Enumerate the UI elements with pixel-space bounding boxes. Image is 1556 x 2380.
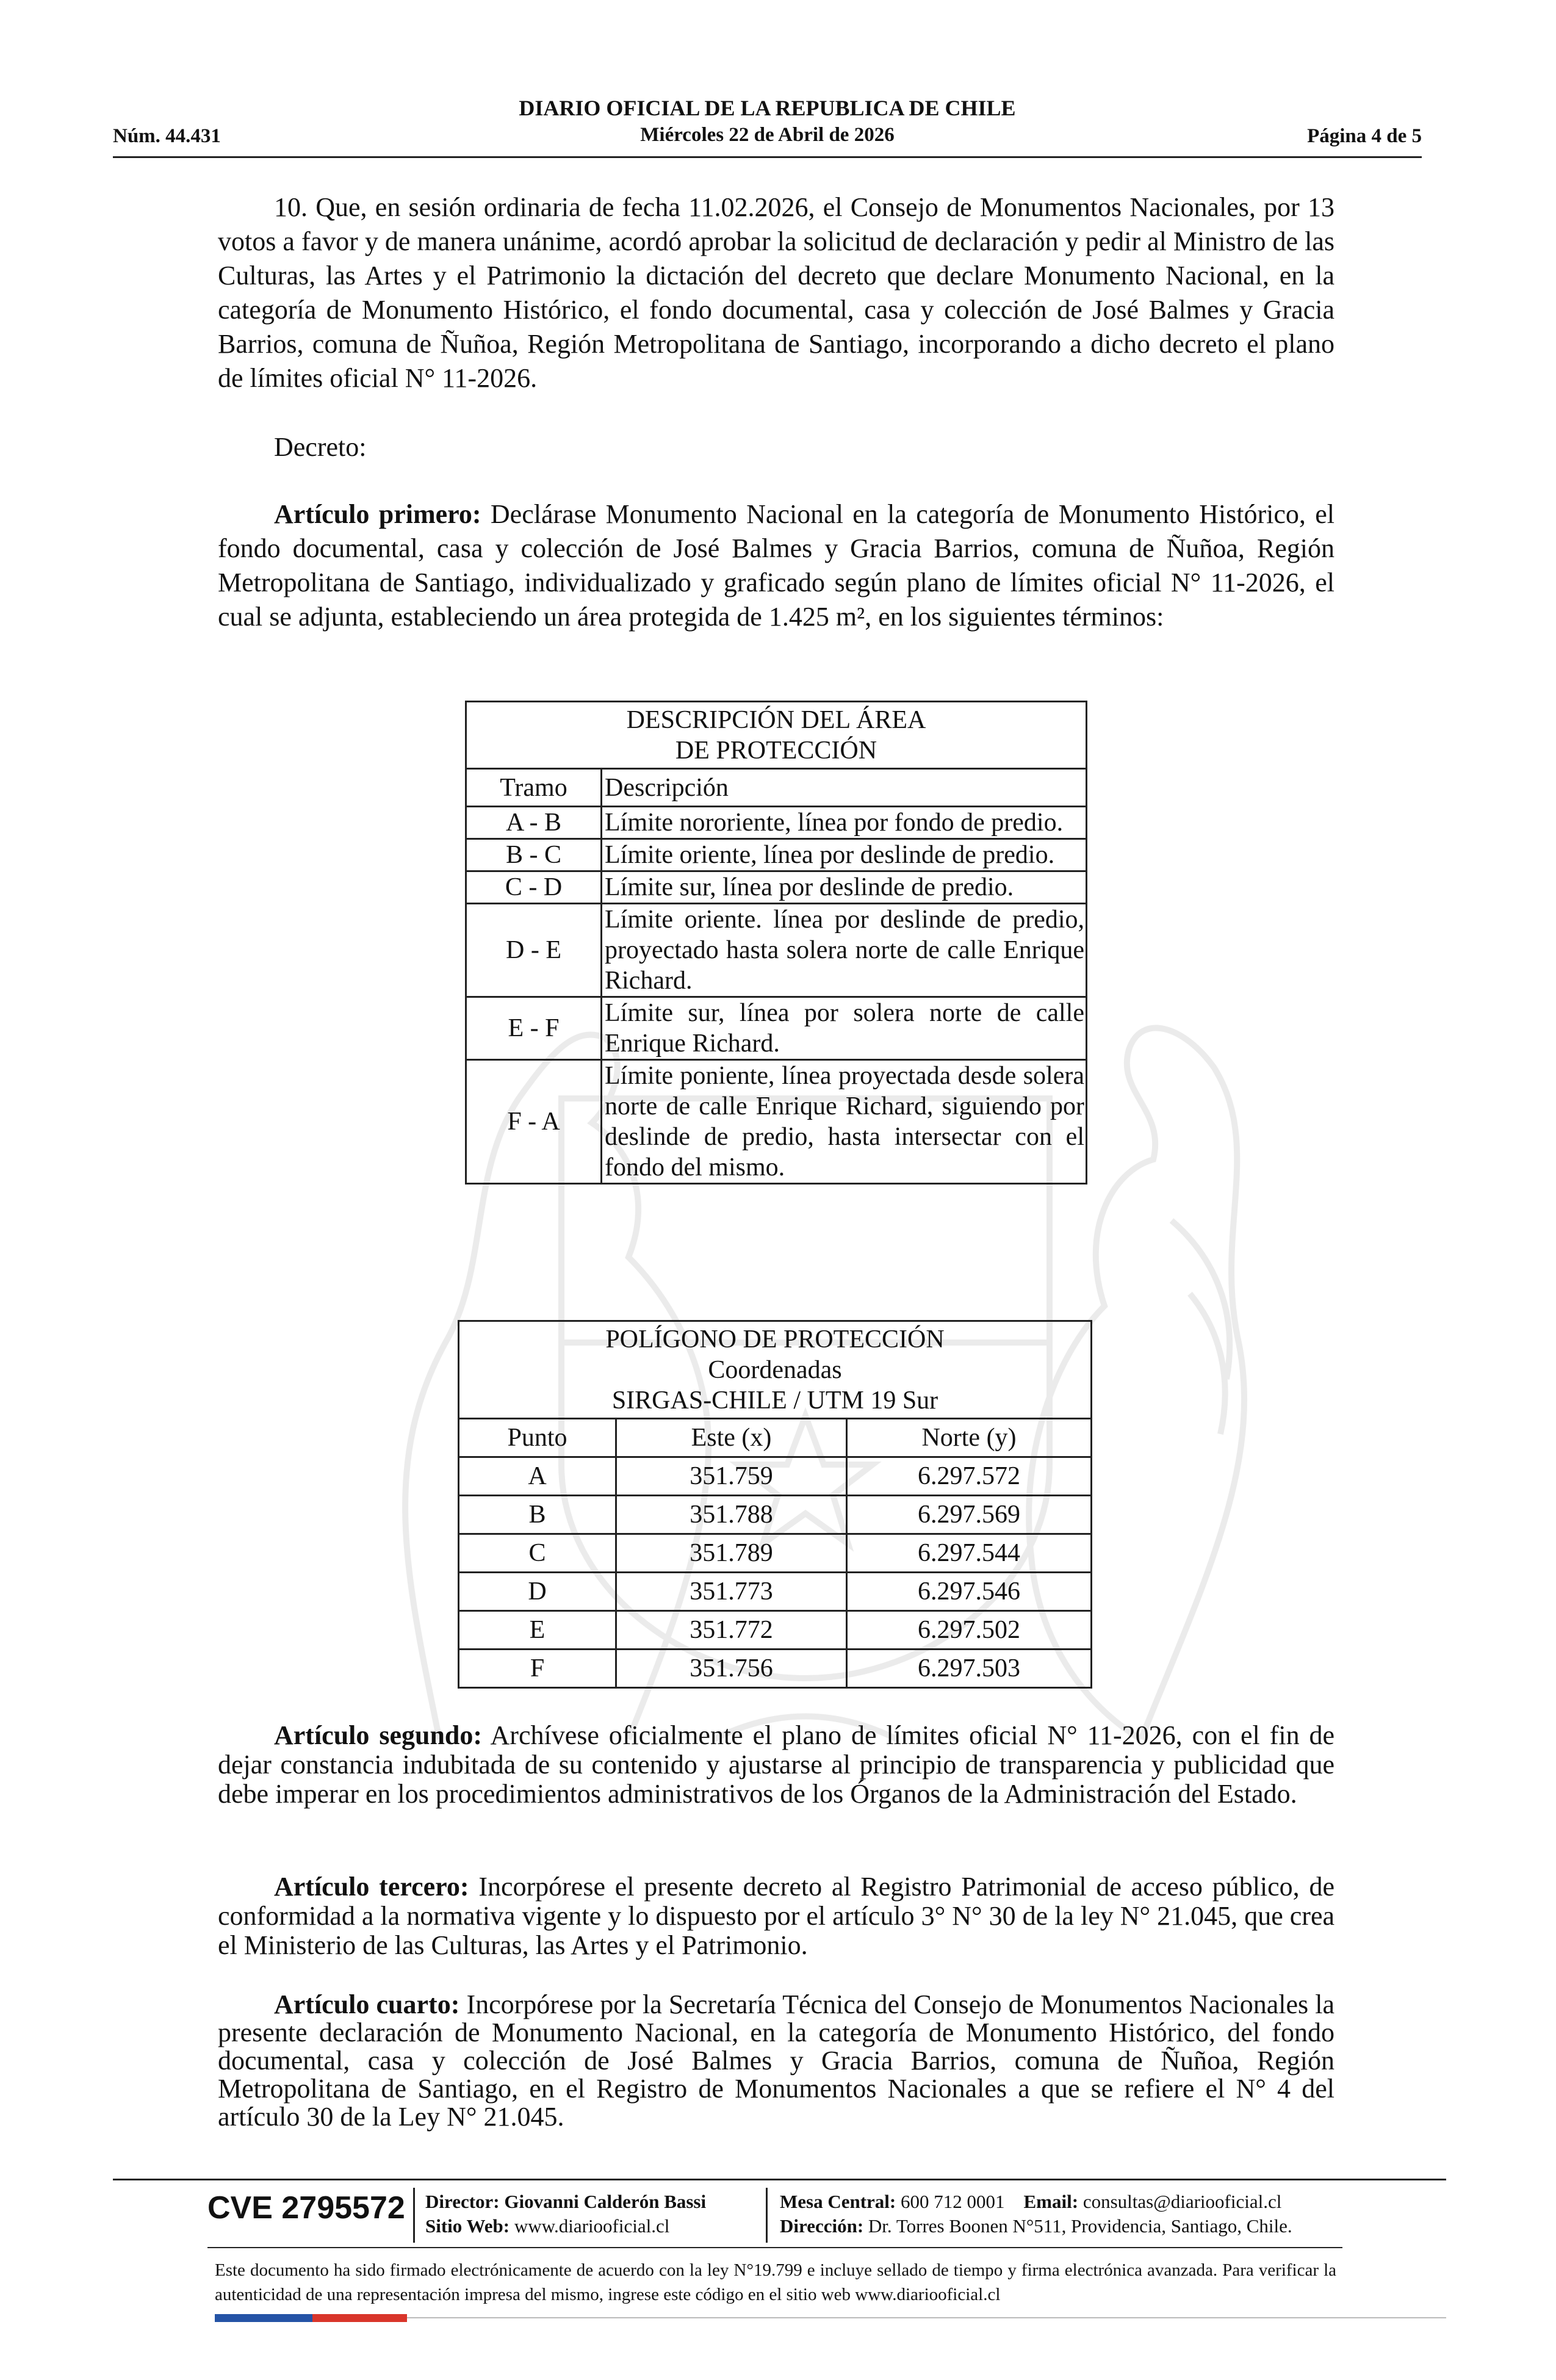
page-number: Página 4 de 5 (1307, 125, 1422, 147)
footer-column-divider (413, 2188, 415, 2243)
article-first-text: Declárase Monumento Nacional en la categoría de Monumento Histórico, el fondo documental, casa y colección de José Balmes y Gracia Barrios, comuna de Ñuñoa, Región Metropolitana de Santiago, individualizado y graficado según plano de límites oficial N° 11-2026, el cual se adjunta, estableciendo un área protegida de 1.425 m², en los siguientes términos: (218, 499, 1334, 632)
este-cell: 351.772 (616, 1611, 847, 1650)
footer-contact-block (780, 2190, 1292, 2238)
footer-inner-divider (207, 2247, 1342, 2248)
tramo-cell: A - B (466, 807, 602, 839)
protection-area-table (465, 701, 1087, 1185)
article-fourth-text: Incorpórese por la Secretaría Técnica del Consejo de Monumentos Nacionales la presente declaración de Monumento Nacional, en la categoría de Monumento Histórico, del fondo documental, casa y colección de José Balmes y Gracia Barrios, comuna de Ñuñoa, Región Metropolitana de Santiago, en el Registro de Monumentos Nacionales a que se refiere el N° 4 del artículo 30 de la Ley N° 21.045. (218, 1989, 1334, 2132)
decreto-label: Decreto: (274, 432, 367, 462)
table-row (459, 1611, 1092, 1650)
flag-bar-blue (215, 2314, 312, 2322)
email-link[interactable]: consultas@diariooficial.cl (1078, 2191, 1282, 2212)
director-name: Giovanni Calderón Bassi (499, 2191, 707, 2212)
table-title-line-1: POLÍGONO DE PROTECCIÓN (605, 1325, 945, 1354)
table-row (466, 839, 1087, 871)
table-row (466, 904, 1087, 997)
description-cell: Límite poniente, línea proyectada desde solera norte de calle Enrique Richard, siguiendo por deslinde de predio, hasta intersectar con el fondo del mismo. (602, 1060, 1087, 1184)
este-cell: 351.756 (616, 1650, 847, 1688)
este-cell: 351.759 (616, 1457, 847, 1496)
newspaper-title: DIARIO OFICIAL DE LA REPUBLICA DE CHILE (519, 96, 1016, 120)
footer-director-block (425, 2190, 706, 2238)
table-row (466, 1060, 1087, 1184)
article-third (218, 1872, 1334, 1960)
tramo-cell: B - C (466, 839, 602, 871)
punto-cell: A (459, 1457, 616, 1496)
norte-cell: 6.297.572 (847, 1457, 1092, 1496)
footer-divider (113, 2179, 1446, 2180)
table-row (466, 807, 1087, 839)
table-title (466, 702, 1087, 769)
table-title-line-2: Coordenadas (708, 1355, 842, 1384)
table-row (466, 871, 1087, 904)
page-header (113, 95, 1422, 159)
punto-cell: D (459, 1573, 616, 1611)
director-label: Director: (425, 2191, 500, 2212)
site-link[interactable]: www.diariooficial.cl (510, 2215, 670, 2237)
table-row (459, 1457, 1092, 1496)
punto-cell: F (459, 1650, 616, 1688)
tramo-cell: F - A (466, 1060, 602, 1184)
column-header-punto: Punto (459, 1419, 616, 1457)
table-title-line-3: SIRGAS-CHILE / UTM 19 Sur (611, 1386, 938, 1415)
table-header-row (459, 1419, 1092, 1457)
punto-cell: C (459, 1534, 616, 1573)
email-label: Email: (1023, 2191, 1079, 2212)
description-cell: Límite nororiente, línea por fondo de predio. (602, 807, 1087, 839)
issue-date: Miércoles 22 de Abril de 2026 (640, 124, 895, 146)
norte-cell: 6.297.502 (847, 1611, 1092, 1650)
table-title-row (459, 1321, 1092, 1419)
description-cell: Límite sur, línea por solera norte de calle Enrique Richard. (602, 997, 1087, 1060)
norte-cell: 6.297.544 (847, 1534, 1092, 1573)
protection-polygon-table (458, 1320, 1092, 1689)
article-first (218, 497, 1334, 634)
article-second (218, 1721, 1334, 1809)
article-fourth (218, 1991, 1334, 2131)
description-cell: Límite oriente. línea por deslinde de predio, proyectado hasta solera norte de calle Enrique Richard. (602, 904, 1087, 997)
flag-bar-red (312, 2314, 407, 2322)
table-row (459, 1496, 1092, 1534)
article-fourth-heading: Artículo cuarto: (274, 1989, 460, 2019)
norte-cell: 6.297.503 (847, 1650, 1092, 1688)
table-title (459, 1321, 1092, 1419)
column-header-descripcion: Descripción (602, 769, 1087, 807)
header-divider (113, 156, 1422, 158)
column-header-tramo: Tramo (466, 769, 602, 807)
article-first-heading: Artículo primero: (274, 499, 481, 529)
site-label: Sitio Web: (425, 2215, 510, 2237)
norte-cell: 6.297.569 (847, 1496, 1092, 1534)
table-header-row (466, 769, 1087, 807)
tramo-cell: E - F (466, 997, 602, 1060)
norte-cell: 6.297.546 (847, 1573, 1092, 1611)
table-title-line-2: DE PROTECCIÓN (675, 736, 877, 765)
article-third-text: Incorpórese el presente decreto al Registro Patrimonial de acceso público, de conformidad a la normativa vigente y lo dispuesto por el artículo 3° N° 30 de la ley N° 21.045, que crea el Ministerio de las Culturas, las Artes y el Patrimonio. (218, 1872, 1334, 1960)
este-cell: 351.773 (616, 1573, 847, 1611)
table-row (459, 1650, 1092, 1688)
address-value: Dr. Torres Boonen N°511, Providencia, Santiago, Chile. (863, 2215, 1292, 2237)
article-third-heading: Artículo tercero: (274, 1872, 469, 1902)
description-cell: Límite oriente, línea por deslinde de predio. (602, 839, 1087, 871)
table-title-row (466, 702, 1087, 769)
address-label: Dirección: (780, 2215, 864, 2237)
footer-column-divider (766, 2188, 768, 2243)
mesa-central-phone: 600 712 0001 (896, 2191, 1005, 2212)
consideration-10: 10. Que, en sesión ordinaria de fecha 11.02.2026, el Consejo de Monumentos Nacionales, por 13 votos a favor y de manera unánime, acordó aprobar la solicitud de declaración y pedir al Ministro de las Culturas, las Artes y el Patrimonio la dictación del decreto que declare Monumento Nacional, en la categoría de Monumento Histórico, el fondo documental, casa y colección de José Balmes y Gracia Barrios, comuna de Ñuñoa, Región Metropolitana de Santiago, incorporando a dicho decreto el plano de límites oficial N° 11-2026. (218, 192, 1334, 393)
tramo-cell: C - D (466, 871, 602, 904)
article-second-text: Archívese oficialmente el plano de límites oficial N° 11-2026, con el fin de dejar constancia indubitada de su contenido y ajustarse al principio de transparencia y publicidad que debe imperar en los procedimientos administrativos de los Órganos de la Administración del Estado. (218, 1720, 1335, 1809)
table-row (466, 997, 1087, 1060)
tramo-cell: D - E (466, 904, 602, 997)
punto-cell: E (459, 1611, 616, 1650)
table-row (459, 1534, 1092, 1573)
bottom-divider (407, 2317, 1446, 2318)
cve-code: CVE 2795572 (207, 2190, 405, 2226)
table-row (459, 1573, 1092, 1611)
mesa-central-label: Mesa Central: (780, 2191, 896, 2212)
table-title-line-1: DESCRIPCIÓN DEL ÁREA (626, 705, 926, 734)
este-cell: 351.789 (616, 1534, 847, 1573)
electronic-signature-disclaimer: Este documento ha sido firmado electrónicamente de acuerdo con la ley N°19.799 e incluye sellado de tiempo y firma electrónica avanzada. Para verificar la autenticidad de una representación impresa del mismo, ingrese este código en el sitio web www.diariooficial.cl (215, 2260, 1336, 2304)
issue-number: Núm. 44.431 (113, 125, 221, 147)
column-header-norte: Norte (y) (847, 1419, 1092, 1457)
masthead (113, 95, 1422, 148)
column-header-este: Este (x) (616, 1419, 847, 1457)
description-cell: Límite sur, línea por deslinde de predio. (602, 871, 1087, 904)
article-second-heading: Artículo segundo: (274, 1720, 483, 1750)
punto-cell: B (459, 1496, 616, 1534)
este-cell: 351.788 (616, 1496, 847, 1534)
